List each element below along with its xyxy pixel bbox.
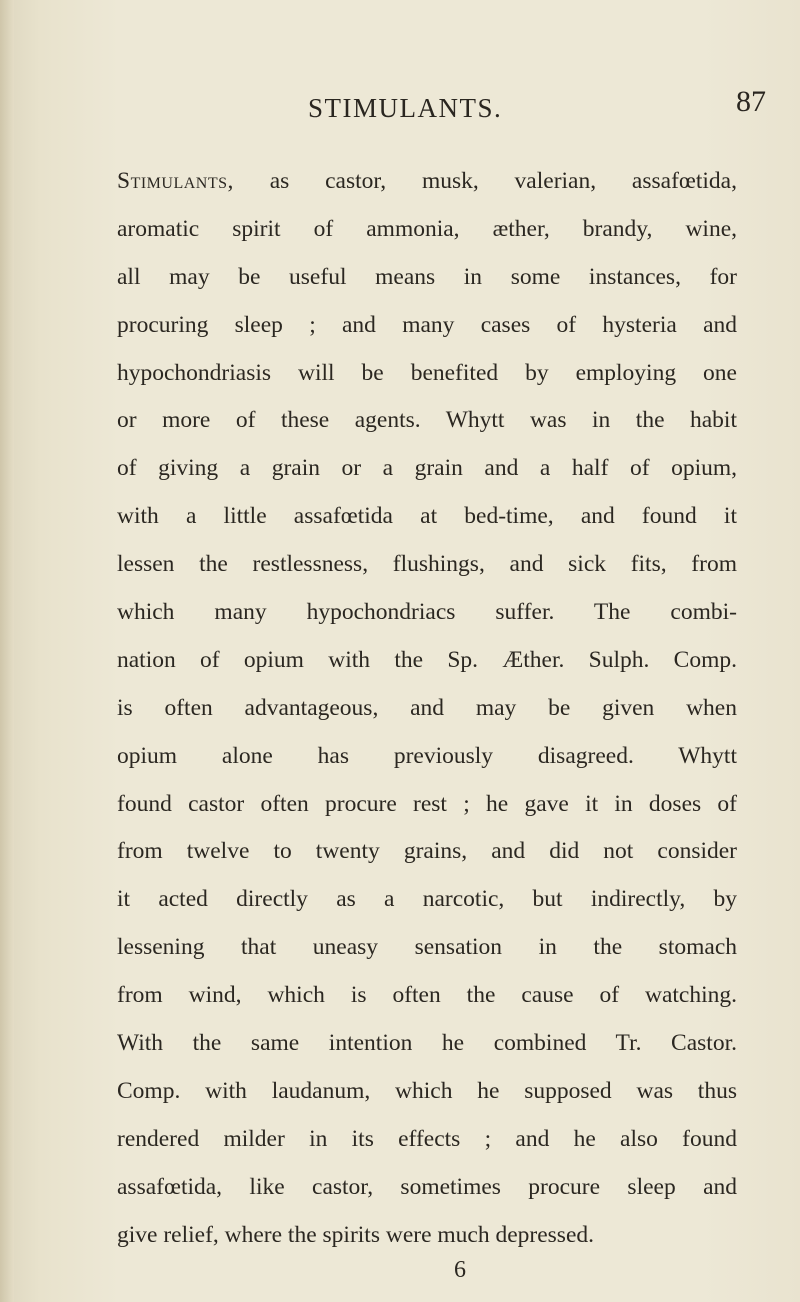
text-line-4: procuring sleep ; and many cases of hysteria and [117, 311, 737, 338]
text-line-8: with a little assafœtida at bed-time, and found it [117, 503, 737, 530]
text-line-20: Comp. with laudanum, which he supposed was thus [117, 1077, 737, 1104]
text-line-10: which many hypochondriacs suffer. The combi- [117, 599, 737, 626]
text-line-14: found castor often procure rest ; he gave it in doses of [117, 790, 737, 817]
text-line-2: aromatic spirit of ammonia, æther, brandy, wine, [117, 215, 737, 242]
text-line-1 [117, 158, 737, 206]
signature-mark: 6 [454, 1257, 466, 1283]
text-line-3: all may be useful means in some instances, for [117, 263, 737, 290]
text-line-13: opium alone has previously disagreed. Whytt [117, 742, 737, 769]
text-line-5: hypochondriasis will be benefited by employing one [117, 359, 737, 386]
text-line-21: rendered milder in its effects ; and he also found [117, 1125, 737, 1152]
body-paragraph [117, 158, 737, 1259]
text-line-11: nation of opium with the Sp. Æther. Sulph. Comp. [117, 646, 737, 673]
text-line-23: give relief, where the spirits were much depressed. [117, 1221, 594, 1248]
binding-edge [0, 0, 14, 1302]
text-line-19: With the same intention he combined Tr. Castor. [117, 1030, 737, 1057]
running-head [0, 85, 800, 127]
text-line-9: lessen the restlessness, flushings, and sick fits, from [117, 551, 737, 578]
text-line-1-rest: as castor, musk, valerian, assafœtida, [233, 168, 737, 194]
text-line-6: or more of these agents. Whytt was in the habit [117, 407, 737, 434]
lead-word: Stimulants, [117, 168, 234, 194]
text-line-15: from twelve to twenty grains, and did not consider [117, 838, 737, 865]
text-line-17: lessening that uneasy sensation in the stomach [117, 934, 737, 961]
text-line-7: of giving a grain or a grain and a half of opium, [117, 455, 737, 482]
text-line-12: is often advantageous, and may be given when [117, 694, 737, 721]
page-number: 87 [736, 85, 766, 118]
text-line-16: it acted directly as a narcotic, but indirectly, by [117, 886, 737, 913]
text-line-22: assafœtida, like castor, sometimes procure sleep and [117, 1173, 737, 1200]
running-title: STIMULANTS. [308, 93, 503, 123]
text-line-18: from wind, which is often the cause of watching. [117, 982, 737, 1009]
